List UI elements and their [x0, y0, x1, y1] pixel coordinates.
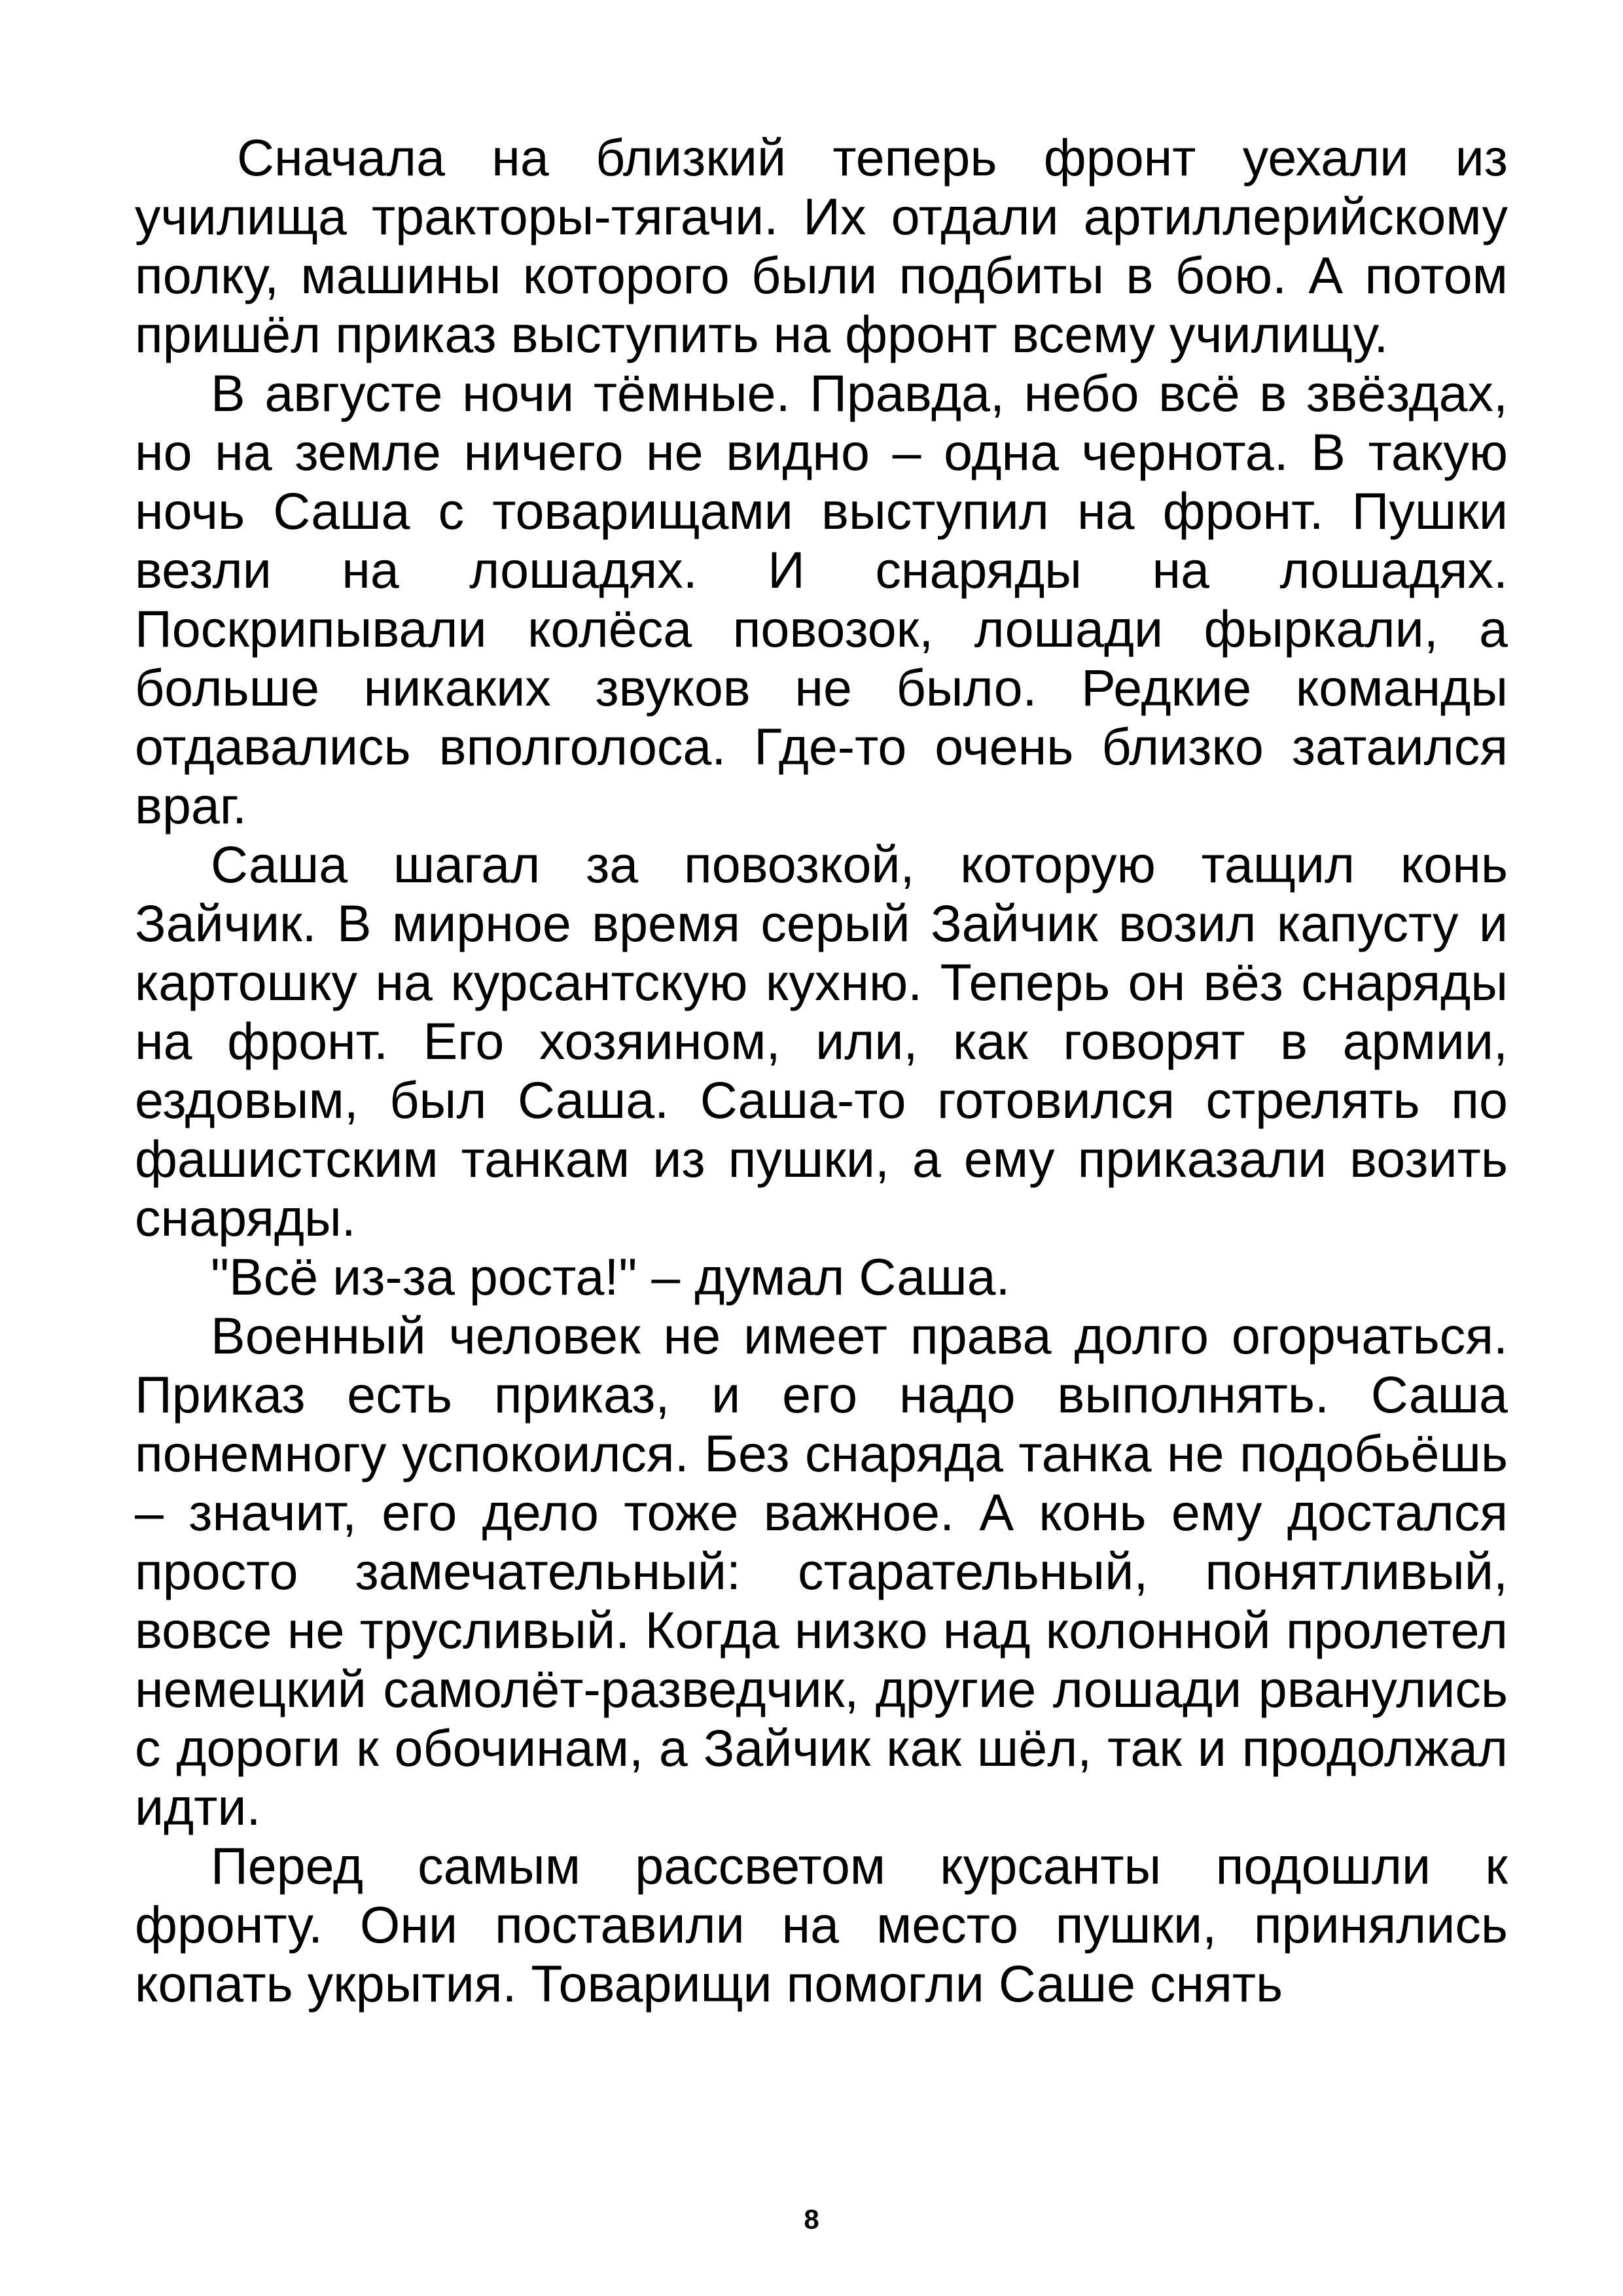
paragraph: Военный человек не имеет права долго огорчаться. Приказ есть приказ, и его надо выполнять. Саша понемногу успокоился. Без снаряда танка не подобьёшь – значит, его дело тоже важное. А конь ему достался просто замечательный: старательный, понятливый, вовсе не трусливый. Когда низко над колонной пролетел немецкий самолёт-разведчик, другие лошади рванулись с дороги к обочинам, а Зайчик как шёл, так и продолжал идти.	[135, 1306, 1508, 1836]
paragraph: Перед самым рассветом курсанты подошли к фронту. Они поставили на место пушки, принялись копать укрытия. Товарищи помогли Саше снять	[135, 1837, 1508, 2013]
paragraph: Саша шагал за повозкой, которую тащил конь Зайчик. В мирное время серый Зайчик возил капусту и картошку на курсантскую кухню. Теперь он вёз снаряды на фронт. Его хозяином, или, как говорят в армии, ездовым, был Саша. Саша-то готовился стрелять по фашистским танкам из пушки, а ему приказали возить снаряды.	[135, 835, 1508, 1247]
paragraph: В августе ночи тёмные. Правда, небо всё в звёздах, но на земле ничего не видно – одна чернота. В такую ночь Саша с товарищами выступил на фронт. Пушки везли на лошадях. И снаряды на лошадях. Поскрипывали колёса повозок, лошади фыркали, а больше никаких звуков не было. Редкие команды отдавались вполголоса. Где-то очень близко затаился враг.	[135, 364, 1508, 834]
page-number: 8	[804, 2204, 819, 2234]
paragraph: Сначала на близкий теперь фронт уехали из училища тракторы-тягачи. Их отдали артиллерийскому полку, машины которого были подбиты в бою. А потом пришёл приказ выступить на фронт всему училищу.	[135, 128, 1508, 363]
paragraph: "Всё из-за роста!" – думал Саша.	[211, 1247, 1010, 1306]
body-text	[135, 128, 1508, 2013]
